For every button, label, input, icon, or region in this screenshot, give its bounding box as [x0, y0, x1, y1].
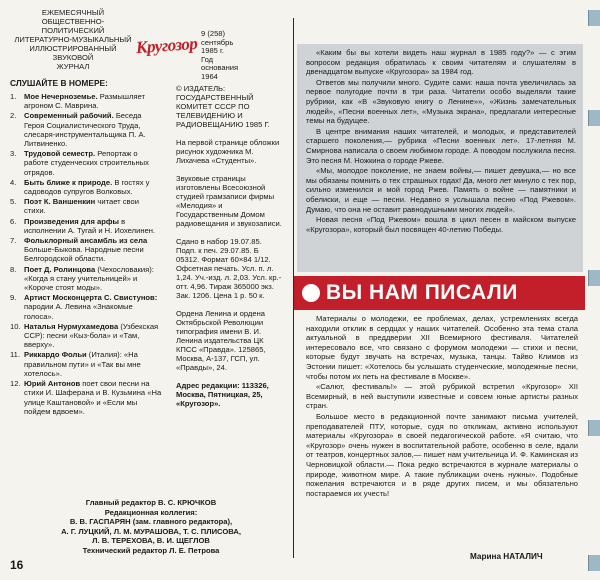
toc-item-title: Произведения для арфы — [24, 216, 119, 226]
paragraph: «Мы, молодое поколение, не знаем войны,— пишет девушка,— но все мы обязаны помнить о тех страшных годах! Да, много лет минуло с тех пор, сильно изменился и мой город Ржев. Память о войне — памятники и обелиски, и еще — песни. Недавно я услышала песню «Под Ржевом». Думаю, что она не оставит равнодушными многих людей». — [306, 166, 576, 214]
toc-item-number: 4. — [10, 177, 17, 187]
toc-item-text: в исполнении А. Тугай и Н. Иохелинен. — [24, 216, 156, 235]
toc-item-title: Мое Нечерноземье. — [24, 92, 98, 101]
toc-item-title: Наталья Нурмухамедова — [24, 321, 119, 331]
board-members: Л. В. ТЕРЕХОВА, В. И. ЩЕГЛОВ — [92, 536, 210, 546]
technical-editor: Технический редактор Л. Е. Петрова — [82, 545, 220, 555]
toc-item — [10, 293, 162, 321]
chief-editor: Главный редактор В. С. КРЮЧКОВ — [85, 498, 217, 507]
editorial-address: Адрес редакции: 113326, Москва, Пятницкая, 25, «Кругозор». — [176, 381, 269, 408]
board-members: А. Г. ЛУЦКИЙ, Л. М. МУРАШОВА, Т. С. ПЛИСОВА, — [61, 526, 241, 536]
section-banner — [294, 276, 585, 310]
masthead — [14, 8, 132, 71]
toc-item-number: 10. — [10, 321, 21, 331]
toc-item-number: 8. — [10, 264, 17, 274]
binding-tab — [588, 420, 600, 436]
toc-item-number: 1. — [10, 92, 17, 101]
toc-item-body — [24, 111, 162, 148]
toc-item-text: поет свои песни на стихи И. Шаферана и В. Кузьмина «На улице Каштановой» и «Если мы пойдем вдвоем». — [24, 379, 162, 416]
toc-item-body — [24, 322, 162, 350]
paragraph: В центре внимания наших читателей, и молодых, и представителей старшего поколения,— рубрика «Песни военных лет». 17-летняя М. Смирнова написала о своем любимом городе. А поводом послужила песня. Это песня М. Ножкина о городе Ржеве. — [306, 126, 576, 165]
toc-item — [10, 322, 162, 350]
toc-item-title: Артист Москонцерта С. Свистунов: — [24, 293, 158, 303]
toc-item-number: 5. — [10, 197, 17, 207]
toc-item-body — [24, 265, 162, 293]
toc-item-title: Поет Д. Ролинцова — [24, 264, 96, 274]
author-signature: Марина НАТАЛИЧ — [470, 552, 543, 561]
paragraph: Материалы о молодежи, ее проблемах, делах, устремлениях всегда находили отклик в сердцах у наших читателей. Особенно эта тема стала актуальной в преддверии XII Всемирного фестиваля. Читателей интересовало все, что связано с форумом молодежи — стихи и песни, которые будут звучать на встречах, музыка, танцы. Тайво Климов из Эстонии пишет: «Хотелось бы услышать студенческие, молодежные песни, чтобы потом их петь на фестивале в Москве». — [306, 314, 578, 381]
toc-item-body — [24, 92, 162, 110]
founded-label: основания — [201, 63, 239, 73]
toc-item-text: Беседа Героя Социалистического Труда, слесаря-инструментальщика П. А. Литвиненко. — [24, 111, 146, 149]
editorial-credits — [10, 498, 292, 556]
toc-item — [10, 379, 162, 416]
toc-item-text: В гостях у садоводов супругов Волковых. — [24, 177, 150, 197]
founded-label: Год — [201, 54, 214, 64]
toc-item-title: Риккардо Фольи — [24, 350, 87, 360]
toc-item — [10, 217, 162, 235]
toc-item-title: Современный рабочий. — [24, 111, 114, 121]
toc-item-number: 9. — [10, 293, 17, 303]
masthead-line: ЗВУКОВОЙ — [52, 53, 94, 62]
paragraph: Новая песня «Под Ржевом» вошла в цикл песен в майском выпуске «Кругозора», который был посвящен 40-летию Победы. — [306, 215, 576, 234]
masthead-line: ОБЩЕСТВЕННО-ПОЛИТИЧЕСКИЙ — [41, 17, 105, 35]
letter-text — [306, 48, 576, 235]
toc-item — [10, 111, 162, 148]
circle-bullet-icon — [302, 284, 320, 302]
toc-item-body — [24, 197, 162, 215]
toc-item-body — [24, 178, 162, 196]
paragraph: «Каким бы вы хотели видеть наш журнал в 1985 году?» — с этим вопросом редакция обратилась к своим читателям и слушателям в двенадцатом выпуске «Кругозора» за 1984 год. — [306, 48, 576, 77]
masthead-line: ЕЖЕМЕСЯЧНЫЙ — [41, 8, 105, 17]
issue-year: 1985 г. — [201, 46, 224, 56]
paragraph: Большое место в редакционной почте занимают письма учителей, преподавателей ПТУ, которые, судя по откликам, активно используют материалы «Кругозора» в своей педагогической работе. «Я считаю, что «Кругозор» очень нужен в воспитательной работе, особенно в селе, вдали от театров, концертных залов,— пишет нам учительница И. Ф. Каминская из Черновицкой области.— Пока редко встречаются в журнале материалы о природе, животном мире. А такие публикации очень нужны». Подобные пожелания встречаются и в ряде других писем, и мы обязательно постараемся их учесть! — [306, 411, 578, 498]
paragraph: Ответов мы получили много. Судите сами: наша почта увеличилась за первое полугодие почти в три раза. Читатели особо выделяли такие рубрики, как «В «Звуковую книгу о Ленине»», «Жизнь замечательных людей», «Песни военных лет», «Музыка экрана», предлагали интересные темы на будущее. — [306, 77, 576, 126]
board-members: В. В. ГАСПАРЯН (зам. главного редактора), — [69, 517, 233, 527]
toc-item-number: 2. — [10, 111, 17, 121]
page-number: 16 — [10, 558, 24, 572]
issue-info — [201, 30, 281, 82]
toc-item — [10, 197, 162, 215]
table-of-contents — [10, 92, 162, 417]
toc-item-title: Быть ближе к природе. — [24, 177, 113, 187]
toc-item-number: 3. — [10, 149, 17, 159]
print-details: Сдано в набор 19.07.85. Подп. к печ. 29.07.85. Б 05312. Формат 60×84 1/12. Офсетная печать. Усл. п. л. 1,24. Уч.-изд. л. 2,03. Усл. кр.-отт. 4,96. Тираж 365000 экз. Зак. 1206. Цена 1 р. 50 к. — [176, 237, 282, 300]
founded-year: 1964 — [201, 71, 218, 81]
toc-item — [10, 92, 162, 110]
toc-title: СЛУШАЙТЕ В НОМЕРЕ: — [10, 78, 108, 88]
issue-month: сентябрь — [201, 37, 234, 47]
toc-item-text: (Италия): «На правильном пути» и «Так вы мне хотелось». — [24, 350, 141, 378]
toc-item-text: Размышляет агроном С. Маврина. — [24, 92, 145, 111]
toc-item — [10, 350, 162, 378]
toc-item — [10, 149, 162, 177]
toc-item-body — [24, 217, 162, 235]
issue-number: 9 (258) — [201, 29, 226, 38]
toc-item-title: Фольклорный ансамбль из села — [24, 236, 148, 246]
toc-item-number: 11. — [10, 350, 20, 360]
toc-item-number: 12. — [10, 379, 21, 389]
toc-item-text: (Узбекская ССР): песни «Кыз-бола» и «Там, вверху». — [24, 321, 159, 350]
section-title: ВЫ НАМ ПИСАЛИ — [326, 281, 518, 304]
article-text — [306, 314, 578, 499]
toc-item — [10, 236, 162, 264]
toc-item-text: пародии А. Левина «Знакомые голоса». — [24, 302, 133, 321]
toc-item — [10, 265, 162, 293]
magazine-logo: Кругозор — [135, 33, 198, 58]
publisher-info: © ИЗДАТЕЛЬ: ГОСУДАРСТВЕННЫЙ КОМИТЕТ СССР ПО ТЕЛЕВИДЕНИЮ И РАДИОВЕЩАНИЮ 1985 Г. — [176, 84, 270, 129]
binding-tab — [588, 110, 600, 126]
binding-tab — [588, 10, 600, 26]
toc-item-text: читает свои стихи. — [24, 197, 139, 216]
imprint — [176, 84, 284, 417]
cover-credit: На первой странице обложки рисунок художника М. Лихачева «Студенты». — [176, 138, 280, 165]
board-title: Редакционная коллегия: — [104, 507, 198, 517]
toc-item-body — [24, 293, 162, 321]
toc-item-text: (Чехословакия): «Когда я стану учительницей» и «Короче стоят моды». — [24, 264, 154, 293]
toc-item-text: Репортаж о работе студенческих строительных отрядов. — [24, 149, 149, 177]
toc-item-title: Юрий Антонов — [24, 379, 81, 389]
toc-item-body — [24, 149, 162, 177]
toc-item-body — [24, 236, 162, 264]
binding-tab — [588, 555, 600, 571]
binding-tab — [588, 270, 600, 286]
masthead-line: ЛИТЕРАТУРНО-МУЗЫКАЛЬНЫЙ — [14, 35, 132, 44]
printer-info: Ордена Ленина и ордена Октябрьской Революции типография имени В. И. Ленина издательства ЦК КПСС «Правда». 125865, Москва, А-137, ГСП, ул. «Правды», 24. — [176, 309, 266, 372]
records-credit: Звуковые страницы изготовлены Всесоюзной студией грамзаписи фирмы «Мелодия» и Государственным Домом радиовещания и звукозаписи. — [176, 174, 282, 228]
toc-item-body — [24, 350, 162, 378]
paragraph: «Салют, фестиваль!» — этой рубрикой встретил «Кругозор» XII Всемирный, в ней выступили известные и совсем юные артисты разных стран. — [306, 382, 578, 411]
toc-item-text: Больше-Быкова. Народные песни Белгородской области. — [24, 245, 144, 264]
masthead-line: ИЛЛЮСТРИРОВАННЫЙ — [29, 44, 117, 53]
toc-item — [10, 178, 162, 196]
toc-item-title: Поэт К. Ваншенкин — [24, 197, 96, 207]
toc-item-body — [24, 379, 162, 416]
toc-item-number: 7. — [10, 236, 17, 246]
masthead-line: ЖУРНАЛ — [56, 62, 90, 71]
toc-item-title: Трудовой семестр. — [24, 149, 96, 159]
toc-item-number: 6. — [10, 216, 17, 226]
